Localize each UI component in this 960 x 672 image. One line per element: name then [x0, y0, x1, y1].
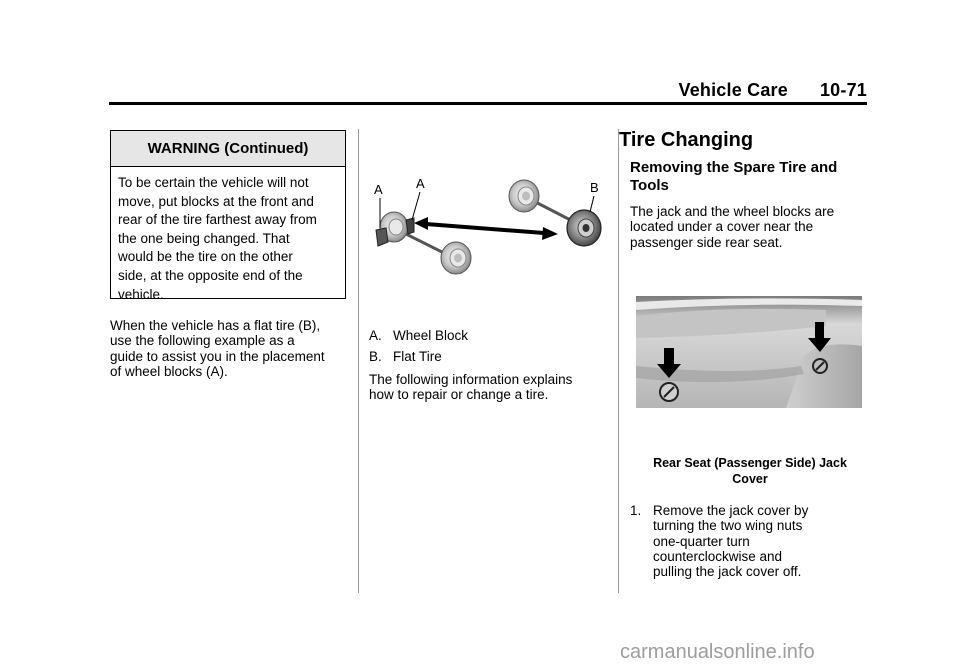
subheading-line: Removing the Spare Tire and — [630, 159, 838, 176]
paragraph-line: located under a cover near the — [630, 219, 814, 235]
warning-line: side, at the opposite end of the — [118, 267, 303, 283]
page-header — [678, 80, 867, 101]
step-line: pulling the jack cover off. — [653, 564, 802, 580]
wing-nut-right — [813, 359, 827, 373]
diagram-label-a: A — [374, 182, 383, 197]
paragraph-line: how to repair or change a tire. — [369, 387, 549, 403]
warning-box — [110, 130, 346, 302]
distance-arrow — [414, 217, 558, 240]
label-leader-b — [590, 196, 594, 212]
warning-title: WARNING (Continued) — [111, 131, 345, 167]
warning-line: the one being changed. That — [118, 230, 290, 246]
section-heading: Tire Changing — [619, 129, 754, 151]
step-line: one-quarter turn — [653, 533, 750, 549]
flat-tire — [567, 210, 601, 246]
subheading-line: Tools — [630, 177, 669, 194]
label-leader-a2 — [412, 192, 420, 220]
header-rule — [109, 102, 867, 105]
info-paragraph — [369, 372, 609, 403]
wheel-block-diagram — [368, 170, 612, 282]
diagram-label-a: A — [416, 176, 425, 191]
rear-right-tire — [441, 242, 471, 274]
column-divider-left — [358, 129, 359, 593]
step-line: Remove the jack cover by — [653, 503, 809, 518]
paragraph-line: The jack and the wheel blocks are — [630, 204, 835, 219]
warning-line: would be the tire on the other — [118, 249, 293, 265]
legend-text: Flat Tire — [393, 349, 442, 364]
column-divider-right — [618, 129, 619, 593]
subsection-heading — [630, 159, 870, 195]
warning-line: move, put blocks at the front and — [118, 193, 314, 209]
paragraph-line: guide to assist you in the placement — [110, 348, 325, 364]
front-left-tire — [509, 180, 539, 212]
paragraph-line: The following information explains — [369, 372, 573, 387]
legend-letter: A. — [369, 328, 382, 343]
page-number: 10-71 — [819, 80, 867, 100]
wing-nut-left — [660, 383, 678, 401]
photo-caption — [630, 455, 870, 487]
legend-text: Wheel Block — [393, 328, 469, 343]
watermark: carmanualsonline.info — [620, 641, 815, 663]
paragraph-line: use the following example as a — [110, 333, 295, 349]
legend-item-a — [369, 328, 468, 343]
diagram-label-b: B — [590, 180, 599, 195]
step-line: counterclockwise and — [653, 548, 783, 564]
wheel-block-rear — [376, 228, 388, 246]
paragraph-line: of wheel blocks (A). — [110, 363, 228, 379]
step-text — [653, 503, 868, 579]
caption-line: Cover — [732, 472, 768, 486]
warning-line: vehicle. — [118, 286, 164, 302]
step-line: turning the two wing nuts — [653, 518, 803, 534]
legend-item-b — [369, 349, 442, 364]
wheel-block-front — [406, 218, 414, 234]
warning-line: rear of the tire farthest away from — [118, 212, 317, 228]
section-title: Vehicle Care — [678, 80, 788, 100]
jack-cover-photo — [636, 296, 862, 408]
warning-body — [111, 167, 345, 304]
paragraph-line: When the vehicle has a flat tire (B), — [110, 318, 321, 333]
intro-paragraph — [630, 204, 870, 250]
legend-letter: B. — [369, 349, 382, 364]
warning-line: To be certain the vehicle will not — [118, 175, 309, 190]
paragraph-line: passenger side rear seat. — [630, 234, 783, 250]
step-number: 1. — [630, 503, 642, 518]
caption-line: Rear Seat (Passenger Side) Jack — [653, 456, 847, 470]
wheel-block-paragraph — [110, 318, 350, 379]
